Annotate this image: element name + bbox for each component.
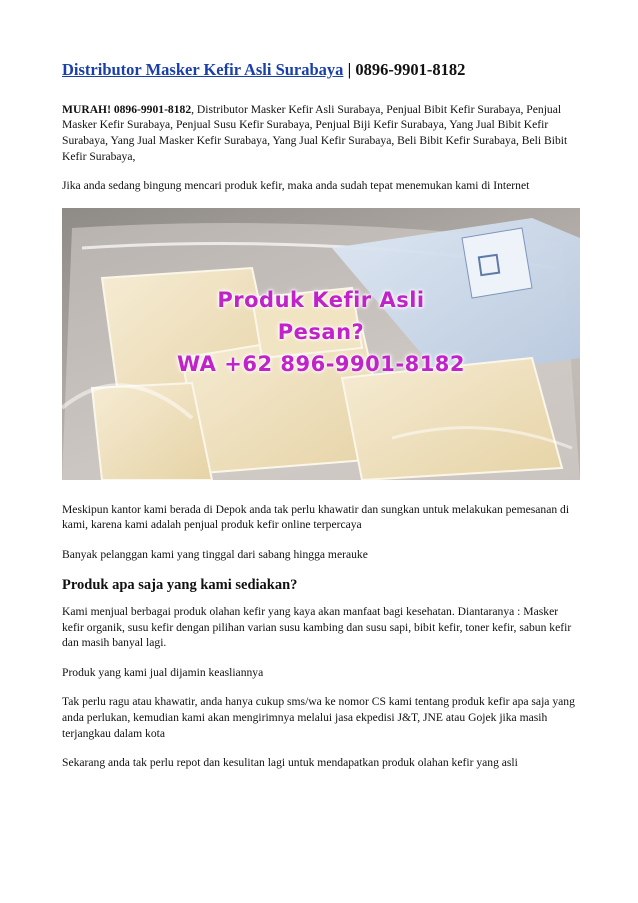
paragraph-2: Meskipun kantor kami berada di Depok anda tak perlu khawatir dan sungkan untuk melakukan pemesanan di kami, karena kami adalah penjual produk kefir online terpercaya <box>62 502 570 532</box>
paragraph-4: Kami menjual berbagai produk olahan kefir yang kaya akan manfaat bagi kesehatan. Diantaranya : Masker kefir organik, susu kefir dengan pilihan varian susu kambing dan susu sapi, bibit kefir, toner kefir, sabun kefir dan masih banyal lagi. <box>62 604 572 650</box>
page-title <box>62 60 582 80</box>
title-separator: | <box>343 60 356 79</box>
title-link[interactable]: Distributor Masker Kefir Asli Surabaya <box>62 60 344 79</box>
paragraph-6: Tak perlu ragu atau khawatir, anda hanya cukup sms/wa ke nomor CS kami tentang produk kefir apa saja yang anda perlukan, kemudian kami akan mengirimnya melalui jasa ekpedisi J&T, JNE atau Gojek jika masih terjangkau dalam kota <box>62 695 575 740</box>
image-caption-line-1: Produk Kefir Asli <box>217 287 425 312</box>
image-caption-line-3: WA +62 896-9901-8182 <box>176 351 466 376</box>
intro-paragraph <box>62 102 582 164</box>
title-phone: 0896-9901-8182 <box>355 60 466 79</box>
section-heading: Produk apa saja yang kami sediakan? <box>62 576 298 593</box>
image-caption-line-2: Pesan? <box>277 319 365 344</box>
paragraph-3: Banyak pelanggan kami yang tinggal dari sabang hingga merauke <box>62 547 368 561</box>
product-image <box>62 208 580 480</box>
paragraph-1: Jika anda sedang bingung mencari produk kefir, maka anda sudah tepat menemukan kami di Internet <box>62 179 530 193</box>
paragraph-7: Sekarang anda tak perlu repot dan kesulitan lagi untuk mendapatkan produk olahan kefir yang asli <box>62 756 518 770</box>
intro-text: , Distributor Masker Kefir Asli Surabaya, Penjual Bibit Kefir Surabaya, Penjual Masker Kefir Surabaya, Penjual Susu Kefir Surabaya, Penjual Biji Kefir Surabaya, Yang Jual Bibit Kefir Surabaya, Yang Jual Masker Kefir Surabaya, Yang Jual Kefir Surabaya, Beli Bibit Kefir Surabaya, Beli Bibit Kefir Surabaya, <box>62 102 568 163</box>
paragraph-5: Produk yang kami jual dijamin keasliannya <box>62 665 264 679</box>
intro-bold: MURAH! 0896-9901-8182 <box>62 102 192 116</box>
document-page <box>62 60 582 785</box>
